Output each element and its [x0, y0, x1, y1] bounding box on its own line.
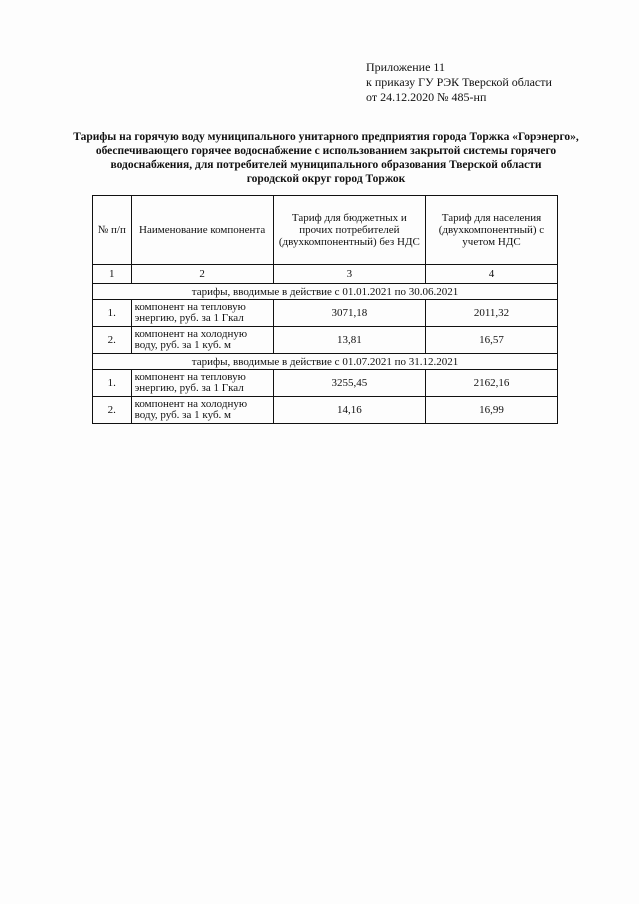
header-budget-tariff: Тариф для бюджетных и прочих потребителей (двухкомпонентный) без НДС	[273, 196, 425, 265]
component-name: компонент на тепловую энергию, руб. за 1 Гкал	[131, 370, 273, 397]
population-tariff-value: 16,99	[425, 397, 557, 424]
row-number: 2.	[93, 327, 132, 354]
title-line: Тарифы на горячую воду муниципального унитарного предприятия города Торжка «Горэнерго»,	[73, 131, 579, 143]
table-row	[93, 370, 558, 397]
row-number: 1.	[93, 370, 132, 397]
header-name: Наименование компонента	[131, 196, 273, 265]
title-line: водоснабжения, для потребителей муниципального образования Тверской области	[110, 159, 542, 171]
column-index-row	[93, 265, 558, 284]
population-tariff-value: 2162,16	[425, 370, 557, 397]
appendix-line: от 24.12.2020 № 485-нп	[366, 90, 487, 104]
row-number: 1.	[93, 300, 132, 327]
column-index: 1	[93, 265, 132, 284]
header-population-tariff: Тариф для населения (двухкомпонентный) с учетом НДС	[425, 196, 557, 265]
title-line: городской округ город Торжок	[246, 173, 406, 185]
period-label: тарифы, вводимые в действие с 01.07.2021 по 31.12.2021	[93, 354, 558, 370]
column-index: 4	[425, 265, 557, 284]
budget-tariff-value: 13,81	[273, 327, 425, 354]
component-name: компонент на тепловую энергию, руб. за 1 Гкал	[131, 300, 273, 327]
population-tariff-value: 2011,32	[425, 300, 557, 327]
appendix-line: к приказу ГУ РЭК Тверской области	[366, 75, 552, 89]
period-row	[93, 284, 558, 300]
budget-tariff-value: 14,16	[273, 397, 425, 424]
table-header-row	[93, 196, 558, 265]
component-name: компонент на холодную воду, руб. за 1 куб. м	[131, 397, 273, 424]
tariff-table	[92, 195, 558, 424]
component-name: компонент на холодную воду, руб. за 1 куб. м	[131, 327, 273, 354]
document-title	[56, 130, 596, 186]
column-index: 3	[273, 265, 425, 284]
table-row	[93, 300, 558, 327]
appendix-line: Приложение 11	[366, 60, 445, 74]
period-row	[93, 354, 558, 370]
row-number: 2.	[93, 397, 132, 424]
title-line: обеспечивающего горячее водоснабжение с использованием закрытой системы горячего	[95, 145, 557, 157]
population-tariff-value: 16,57	[425, 327, 557, 354]
budget-tariff-value: 3071,18	[273, 300, 425, 327]
budget-tariff-value: 3255,45	[273, 370, 425, 397]
period-label: тарифы, вводимые в действие с 01.01.2021 по 30.06.2021	[93, 284, 558, 300]
appendix-reference	[366, 60, 552, 105]
column-index: 2	[131, 265, 273, 284]
header-num: № п/п	[93, 196, 132, 265]
table-row	[93, 327, 558, 354]
table-row	[93, 397, 558, 424]
